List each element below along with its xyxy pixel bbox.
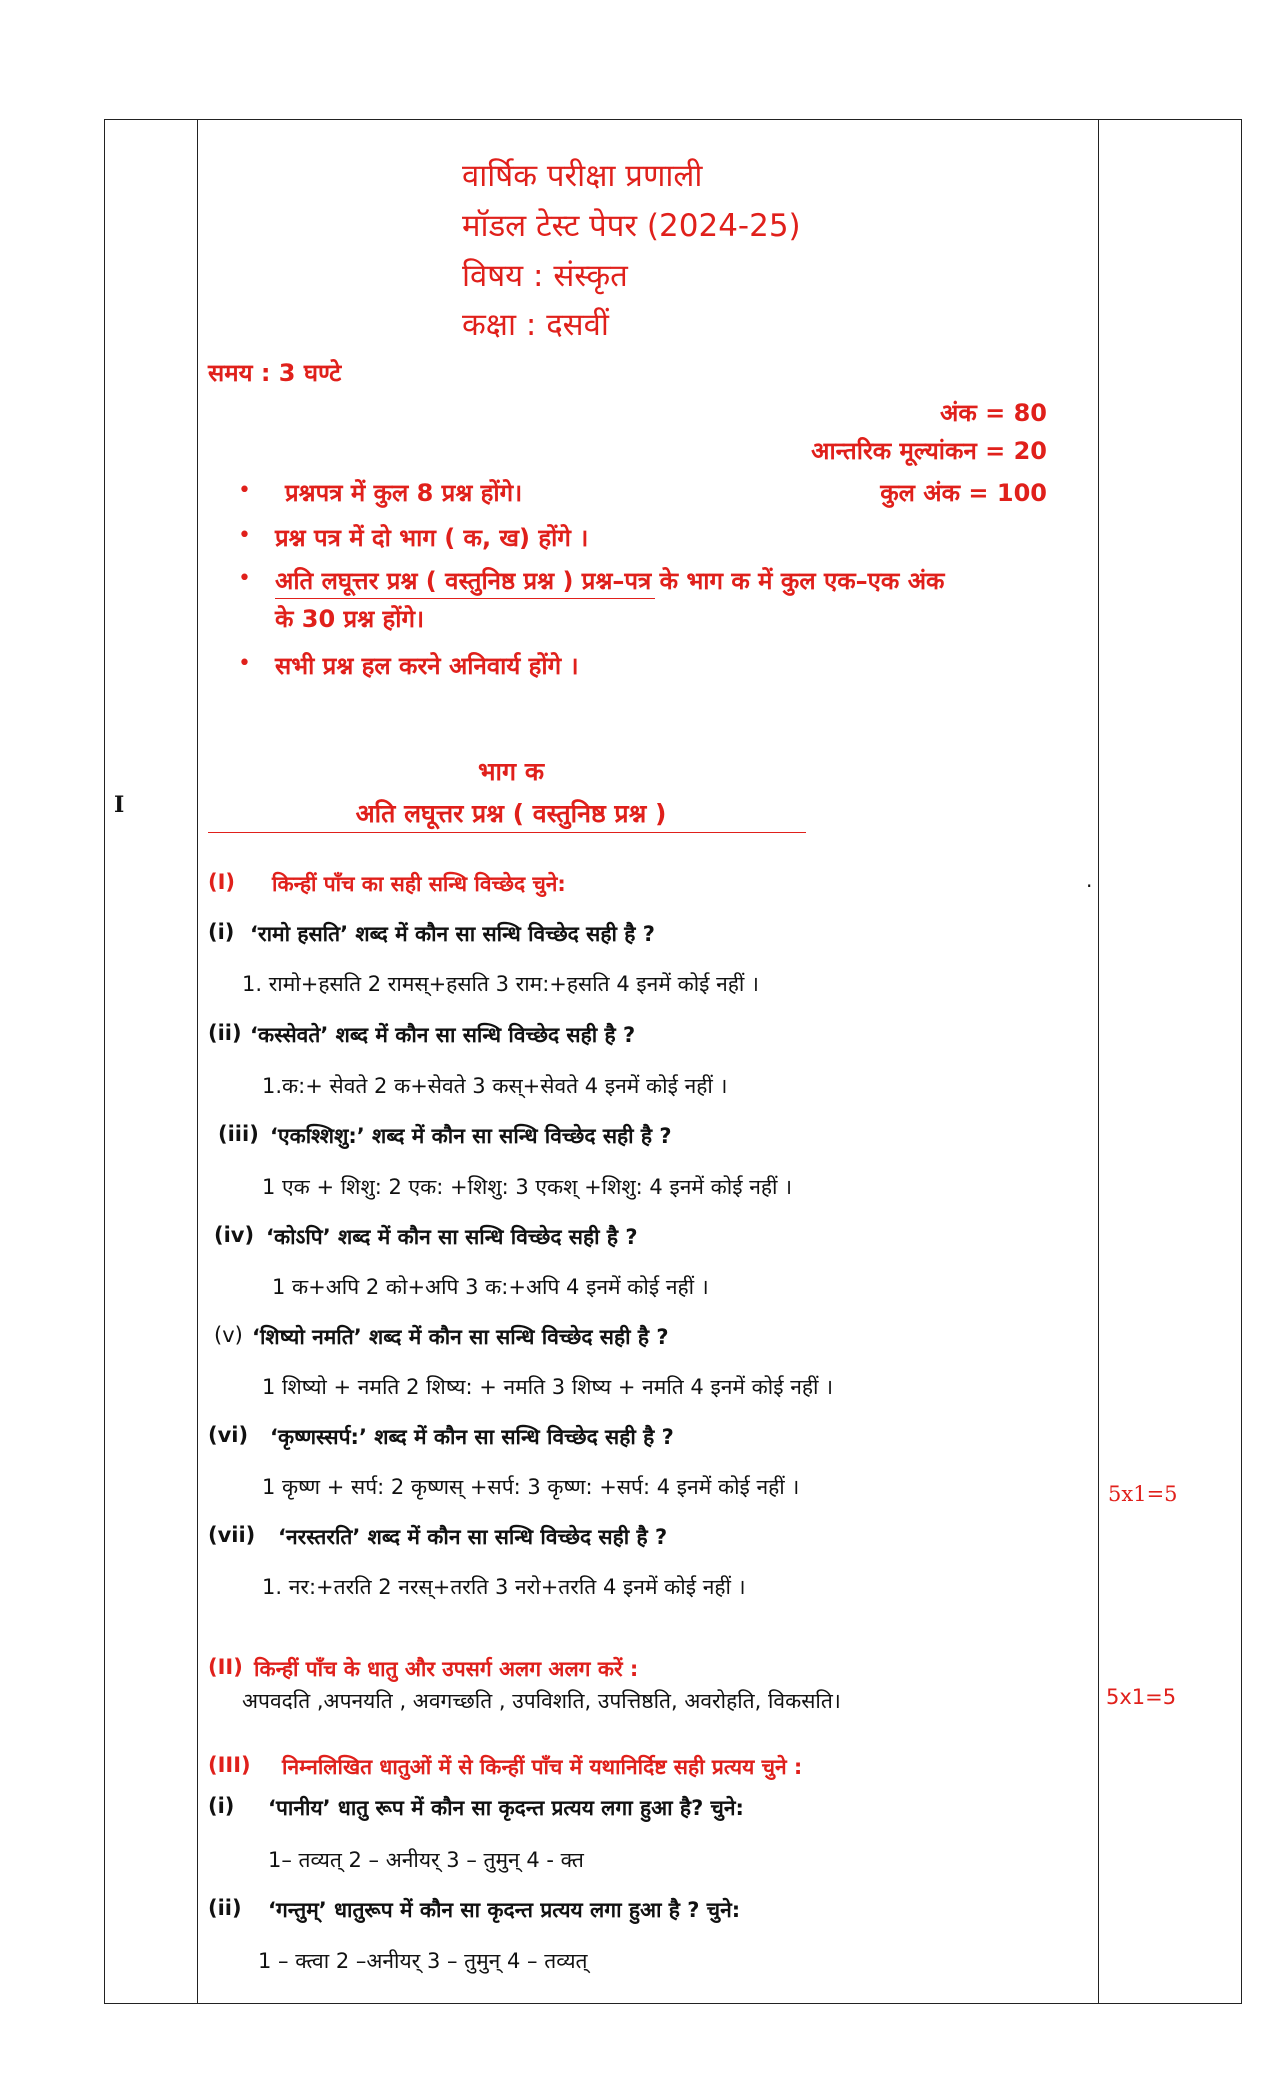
section-3-title: निम्नलिखित धातुओं में से किन्हीं पाँच में यथानिर्दिष्ट सही प्रत्यय चुने : (282, 1755, 803, 1779)
question-options: 1 शिष्यो + नमति 2 शिष्य: + नमति 3 शिष्य + नमति 4 इनमें कोई नहीं । (262, 1375, 834, 1399)
question-options: 1 एक + शिशु: 2 एक: +शिशु: 3 एकश् +शिशु: 4 इनमें कोई नहीं । (262, 1175, 793, 1199)
class-title: कक्षा : दसवीं (462, 307, 609, 343)
instruction-3: अति लघूत्तर प्रश्न ( वस्तुनिष्ठ प्रश्न ) प्रश्न–पत्र के भाग क में कुल एक–एक अंक (275, 567, 945, 595)
section-2-marks: 5x1=5 (1106, 1685, 1177, 1709)
part-title: भाग क (477, 757, 545, 786)
subject-title: विषय : संस्कृत (462, 258, 628, 294)
bullet: • (238, 523, 251, 548)
bullet: • (238, 566, 251, 591)
question-number: (ii) (208, 1896, 242, 1920)
question-number: (iii) (218, 1122, 259, 1146)
question-text: ‘पानीय’ धातु रूप में कौन सा कृदन्त प्रत्यय लगा हुआ है? चुने: (268, 1796, 744, 1820)
row-marker: I (114, 792, 125, 818)
instruction-1: प्रश्नपत्र में कुल 8 प्रश्न होंगे। (285, 479, 523, 507)
question-options: 1 कृष्ण + सर्प: 2 कृष्णस् +सर्प: 3 कृष्ण: +सर्प: 4 इनमें कोई नहीं । (262, 1475, 800, 1499)
section-1-marks: 5x1=5 (1108, 1482, 1178, 1506)
instruction-3-continued: के 30 प्रश्न होंगे। (275, 605, 425, 633)
marks-column-divider (1098, 119, 1099, 2004)
part-subtitle: अति लघूत्तर प्रश्न ( वस्तुनिष्ठ प्रश्न ) (355, 799, 667, 828)
instruction-underline (275, 598, 655, 599)
exam-system-title: वार्षिक परीक्षा प्रणाली (462, 158, 703, 194)
part-underline (208, 832, 806, 833)
question-number: (v) (214, 1323, 243, 1347)
section-1-title: किन्हीं पाँच का सही सन्धि विच्छेद चुने: (272, 872, 566, 896)
question-number: (i) (208, 920, 235, 944)
question-text: ‘नरस्तरति’ शब्द में कौन सा सन्धि विच्छेद सही है ? (278, 1525, 668, 1549)
left-column-divider (197, 119, 198, 2004)
question-number: (vii) (208, 1523, 256, 1547)
question-text: ‘एकश्शिशु:’ शब्द में कौन सा सन्धि विच्छेद सही है ? (270, 1124, 672, 1148)
bullet: • (238, 651, 251, 676)
section-3-number: (III) (208, 1753, 251, 1777)
question-text: ‘शिष्यो नमति’ शब्द में कौन सा सन्धि विच्छेद सही है ? (252, 1325, 669, 1349)
question-text: ‘कृष्णस्सर्प:’ शब्द में कौन सा सन्धि विच्छेद सही है ? (270, 1425, 674, 1449)
time-label: समय : 3 घण्टे (208, 359, 342, 387)
question-options: 1– तव्यत् 2 – अनीयर् 3 – तुमुन् 4 - क्त (268, 1848, 584, 1872)
question-text: ‘गन्तुम्’ धातुरूप में कौन सा कृदन्त प्रत्यय लगा हुआ है ? चुने: (268, 1898, 741, 1922)
section-2-number: (II) (208, 1655, 243, 1679)
model-test-paper-title: मॉडल टेस्ट पेपर (2024-25) (462, 208, 801, 244)
page-table-frame (104, 119, 1242, 2004)
question-number: (vi) (208, 1423, 249, 1447)
question-number: (i) (208, 1794, 235, 1818)
instruction-2: प्रश्न पत्र में दो भाग ( क, ख) होंगे । (275, 524, 589, 552)
question-text: ‘कस्सेवते’ शब्द में कौन सा सन्धि विच्छेद सही है ? (250, 1023, 636, 1047)
question-number: (iv) (214, 1223, 255, 1247)
bullet: • (238, 478, 251, 503)
marks-label: अंक = 80 (940, 399, 1047, 427)
question-options: 1. नर:+तरति 2 नरस्+तरति 3 नरो+तरति 4 इनमें कोई नहीं । (262, 1575, 746, 1599)
question-options: 1. रामो+हसति 2 रामस्+हसति 3 राम:+हसति 4 इनमें कोई नहीं । (242, 972, 759, 996)
section-2-title: किन्हीं पाँच के धातु और उपसर्ग अलग अलग करें : (254, 1657, 639, 1681)
question-number: (ii) (208, 1021, 242, 1045)
question-options: 1 क+अपि 2 को+अपि 3 क:+अपि 4 इनमें कोई नहीं । (272, 1275, 709, 1299)
question-options: 1.क:+ सेवते 2 क+सेवते 3 कस्+सेवते 4 इनमें कोई नहीं । (262, 1074, 728, 1098)
question-text: ‘कोऽपि’ शब्द में कौन सा सन्धि विच्छेद सही है ? (266, 1225, 638, 1249)
internal-assessment-label: आन्तरिक मूल्यांकन = 20 (811, 437, 1047, 465)
instruction-4: सभी प्रश्न हल करने अनिवार्य होंगे । (275, 652, 579, 680)
section-1-number: (I) (208, 870, 236, 894)
section-2-words: अपवदति ,अपनयति , अवगच्छति , उपविशति, उपत्तिष्ठति, अवरोहति, विकसति। (242, 1689, 841, 1713)
total-marks-label: कुल अंक = 100 (880, 479, 1047, 507)
question-text: ‘रामो हसति’ शब्द में कौन सा सन्धि विच्छेद सही है ? (250, 922, 655, 946)
question-options: 1 – क्त्वा 2 –अनीयर् 3 – तुमुन् 4 – तव्यत् (258, 1949, 588, 1973)
stray-dot: . (1086, 868, 1093, 892)
